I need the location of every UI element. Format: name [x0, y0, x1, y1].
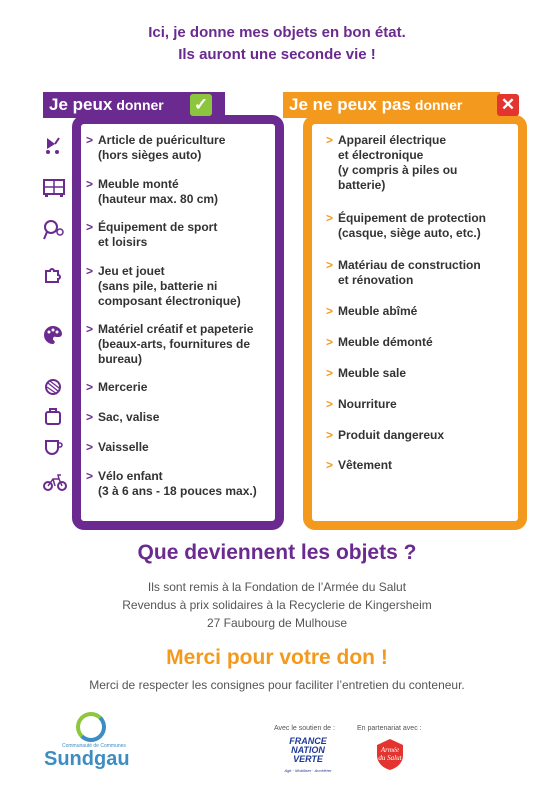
svg-text:Armée: Armée: [380, 746, 400, 754]
list-item: > Équipement de protection (casque, siège auto, etc.): [326, 211, 487, 240]
sundgau-ring-icon: [76, 712, 106, 742]
list-item: > Vêtement: [326, 458, 393, 472]
list-item: > Article de puériculture (hors sièges auto): [86, 133, 226, 162]
list-item: > Équipement de sport et loisirs: [86, 220, 218, 249]
partner-caption: En partenariat avec :: [357, 725, 422, 732]
sundgau-logo: [44, 710, 134, 770]
dresser-icon: [43, 177, 63, 197]
fnv-line-3: VERTE: [293, 754, 323, 764]
list-item: > Meuble démonté: [326, 335, 433, 349]
thanks-title: Merci pour votre don !: [166, 646, 388, 669]
fnv-line-2: NATION: [291, 745, 325, 755]
list-item: > Nourriture: [326, 397, 397, 411]
info-line-1: Ils sont remis à la Fondation de l’Armée du Salut: [147, 580, 407, 594]
info-line-3: 27 Faubourg de Mulhouse: [206, 616, 348, 630]
france-nation-verte-logo: [283, 737, 333, 775]
section-title: Que deviennent les objets ?: [137, 541, 417, 564]
list-item: > Matériel créatif et papeterie (beaux-arts, fournitures de bureau): [86, 322, 254, 366]
cup-icon: [43, 436, 63, 456]
bag-icon: [43, 406, 63, 426]
intro-line-1: Ici, je donne mes objets en bon état.: [148, 24, 406, 41]
can-donate-rest: donner: [116, 97, 164, 113]
bike-icon: [43, 472, 63, 492]
cross-icon: ✕: [497, 94, 519, 116]
sport-icon: [43, 219, 63, 239]
intro-text: [0, 22, 554, 66]
intro-line-2: Ils auront une seconde vie !: [178, 46, 376, 63]
list-item: > Sac, valise: [86, 410, 160, 424]
list-item: > Meuble monté (hauteur max. 80 cm): [86, 177, 219, 206]
can-donate-strong: Je peux: [49, 95, 113, 114]
cannot-donate-strong: Je ne peux pas: [289, 95, 411, 114]
list-item: > Appareil électrique et électronique (y compris à piles ou batterie): [326, 133, 458, 192]
fnv-line-1: FRANCE: [289, 736, 327, 746]
armee-du-salut-logo: [373, 737, 407, 771]
cannot-donate-header: [283, 92, 500, 118]
section-info: [0, 578, 554, 632]
fnv-tagline: Agir · Mobiliser · Accélérer: [284, 768, 332, 773]
stroller-icon: [43, 135, 63, 155]
list-item: > Vélo enfant (3 à 6 ans - 18 pouces max.): [86, 469, 257, 498]
thanks-note: Merci de respecter les consignes pour faciliter l’entretien du conteneur.: [89, 678, 465, 692]
list-item: > Matériau de construction et rénovation: [326, 258, 481, 287]
list-item: > Vaisselle: [86, 440, 149, 454]
puzzle-icon: [43, 264, 63, 284]
palette-icon: [43, 325, 63, 345]
sundgau-subtitle: Communauté de Communes: [62, 743, 126, 749]
list-item: > Meuble sale: [326, 366, 407, 380]
list-item: > Produit dangereux: [326, 428, 445, 442]
info-line-2: Revendus à prix solidaires à la Recyclerie de Kingersheim: [122, 598, 432, 612]
cannot-donate-rest: donner: [414, 97, 463, 113]
list-item: > Mercerie: [86, 380, 148, 394]
sundgau-wordmark: Sundgau: [44, 748, 130, 770]
list-item: > Jeu et jouet (sans pile, batterie ni composant électronique): [86, 264, 241, 308]
svg-text:du Salut: du Salut: [378, 754, 402, 762]
support-caption: Avec le soutien de :: [274, 725, 335, 732]
list-item: > Meuble abîmé: [326, 304, 418, 318]
check-icon: ✓: [190, 94, 212, 116]
yarn-icon: [43, 377, 63, 397]
